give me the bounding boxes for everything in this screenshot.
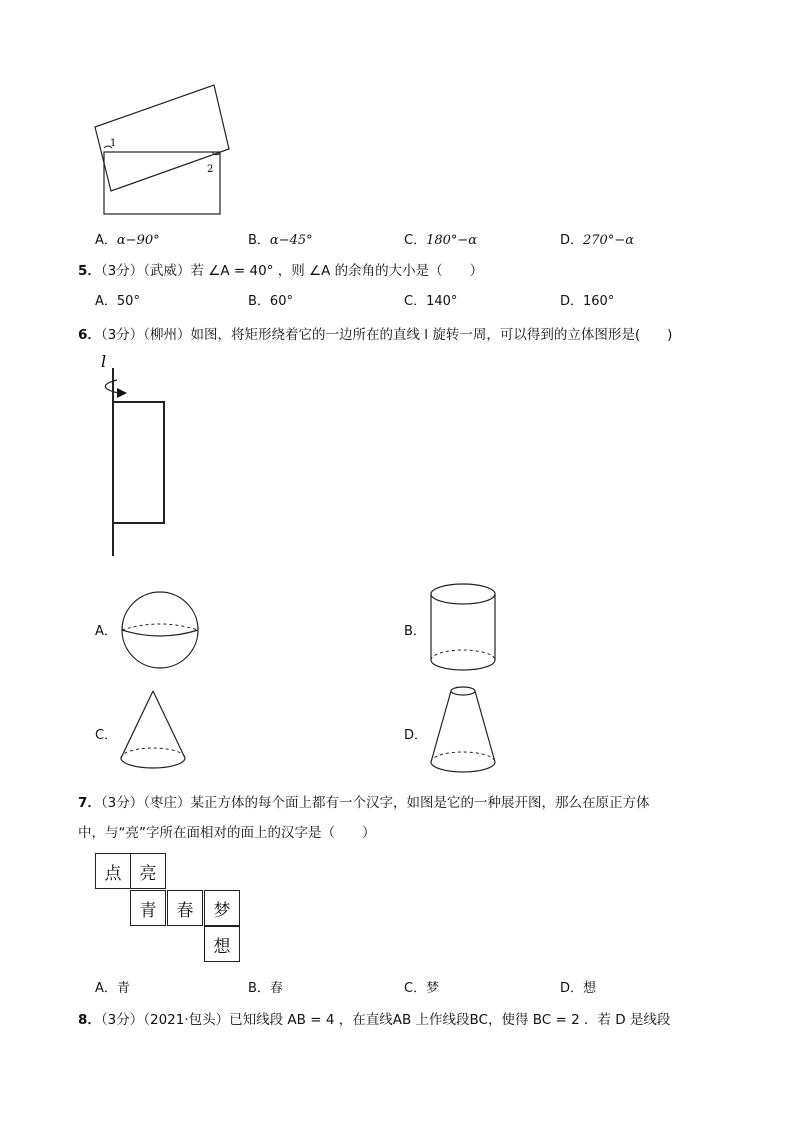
net-cell: 亮 [130,853,166,889]
question-number: 6． [78,327,101,343]
q6-option-c-letter: C． [95,728,118,743]
question-text: （3分）（武威）若 ∠A = 40° ，则 ∠A 的余角的大小是（ ） [100,263,484,279]
option-letter: D． [560,294,584,309]
question-number: 5． [78,263,101,279]
net-cell: 点 [95,853,131,889]
q6-option-d-letter: D． [404,728,428,743]
q5-option-c [404,290,457,309]
option-text: 160° [583,294,615,309]
q4-option-b [248,229,313,248]
question-text: （3分）（2021·包头）已知线段 AB = 4 ，在直线AB 上作线段BC，使得 BC = 2 ．若 D 是线段 [100,1012,671,1028]
option-text: 270°−α [583,233,634,248]
option-text: 50° [116,294,140,309]
q4-option-c [404,229,477,248]
cylinder-figure [428,582,498,674]
question-text: （3分）（柳州）如图，将矩形绕着它的一边所在的直线 l 旋转一周，可以得到的立体图形是( ) [100,327,673,343]
question-text: （3分）（枣庄）某正方体的每个面上都有一个汉字，如图是它的一种展开图，那么在原正方体 [100,795,650,811]
q5-option-d [560,290,614,309]
option-text: 想 [583,981,597,996]
q4-figure [90,80,230,220]
q7-option-a [95,977,130,996]
q7-option-d [560,977,596,996]
net-cell: 青 [130,890,166,926]
angle-1-label: 1 [110,138,117,149]
angle-2-label: 2 [207,164,214,175]
option-text: α−45° [269,233,313,248]
option-letter: A． [95,981,117,996]
q4-option-d [560,229,634,248]
option-text: 60° [269,294,293,309]
q7-option-b [248,977,283,996]
axis-l-label: l [101,352,107,371]
q6-option-b-letter: B． [404,624,426,639]
option-letter: B． [248,233,270,248]
frustum-figure [428,684,498,776]
q6-option-a-letter: A． [95,624,117,639]
net-cell: 春 [167,890,203,926]
option-text: 梦 [426,981,440,996]
option-letter: B． [248,294,270,309]
option-letter: C． [404,294,427,309]
option-text: 140° [426,294,458,309]
option-text: 春 [269,981,283,996]
option-text: α−90° [116,233,160,248]
option-text: 180°−α [426,233,478,248]
question-number: 7． [78,795,101,811]
option-letter: C． [404,233,427,248]
net-cell: 梦 [204,890,240,926]
q6-figure [95,350,175,560]
q4-option-a [95,229,160,248]
q7-option-c [404,977,439,996]
q7-stem-line2: 中，与“亮”字所在面相对的面上的汉字是（ ） [78,825,376,841]
q7-stem-line1 [78,791,650,811]
option-letter: A． [95,233,117,248]
option-text: 青 [116,981,130,996]
option-letter: B． [248,981,270,996]
net-cell: 想 [204,926,240,962]
sphere-figure [120,590,200,670]
q6-stem [78,323,672,343]
q5-stem [78,259,483,279]
option-letter: A． [95,294,117,309]
option-letter: D． [560,233,584,248]
option-letter: C． [404,981,427,996]
cone-figure [118,688,188,772]
q5-option-a [95,290,140,309]
q8-stem [78,1008,670,1028]
q5-option-b [248,290,293,309]
question-number: 8． [78,1012,101,1028]
option-letter: D． [560,981,584,996]
